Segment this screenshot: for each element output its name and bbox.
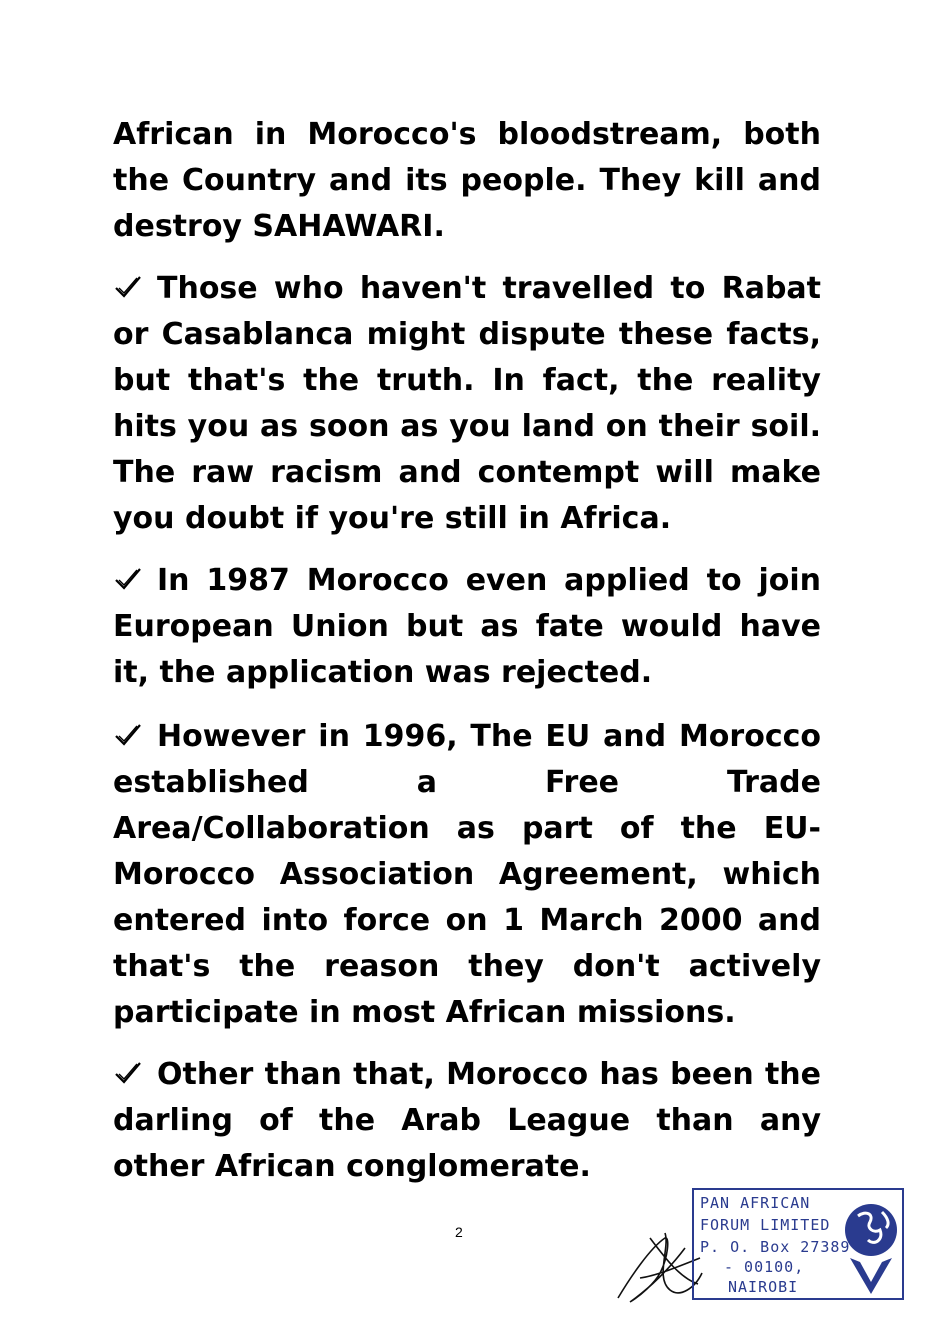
company-stamp [692,1188,904,1300]
stamp-line-5: NAIROBI [728,1278,799,1296]
paragraph-4 [113,714,821,1036]
paragraph-2 [113,266,821,542]
stamp-line-4: - 00100, [724,1258,805,1276]
check-icon [113,274,143,300]
check-icon [113,1060,143,1086]
stamp-line-2: FORUM LIMITED [700,1216,831,1234]
globe-torch-icon [840,1200,902,1296]
page-number: 2 [455,1224,463,1240]
stamp-line-1: PAN AFRICAN [700,1194,811,1212]
stamp-line-3: P. O. Box 27389 [700,1238,851,1256]
paragraph-5 [113,1052,821,1190]
paragraph-text: In 1987 Morocco even applied to join European Union but as fate would have it, the application was rejected. [113,563,821,690]
paragraph-text: African in Morocco's bloodstream, both the Country and its people. They kill and destroy SAHAWARI. [113,117,821,244]
paragraph-text: Other than that, Morocco has been the darling of the Arab League than any other African conglomerate. [113,1057,821,1184]
check-icon [113,566,143,592]
paragraph-text: Those who haven't travelled to Rabat or Casablanca might dispute these facts, but that's the truth. In fact, the reality hits you as soon as you land on their soil. The raw racism and contempt will make you doubt if you're still in Africa. [113,271,821,536]
paragraph-3 [113,558,821,696]
check-icon [113,722,143,748]
paragraph-1 [113,112,821,250]
paragraph-text: However in 1996, The EU and Morocco established a Free Trade Area/Collaboration as part of the EU-Morocco Association Agreement, which entered into force on 1 March 2000 and that's the reason they don't actively participate in most African missions. [113,719,821,1030]
